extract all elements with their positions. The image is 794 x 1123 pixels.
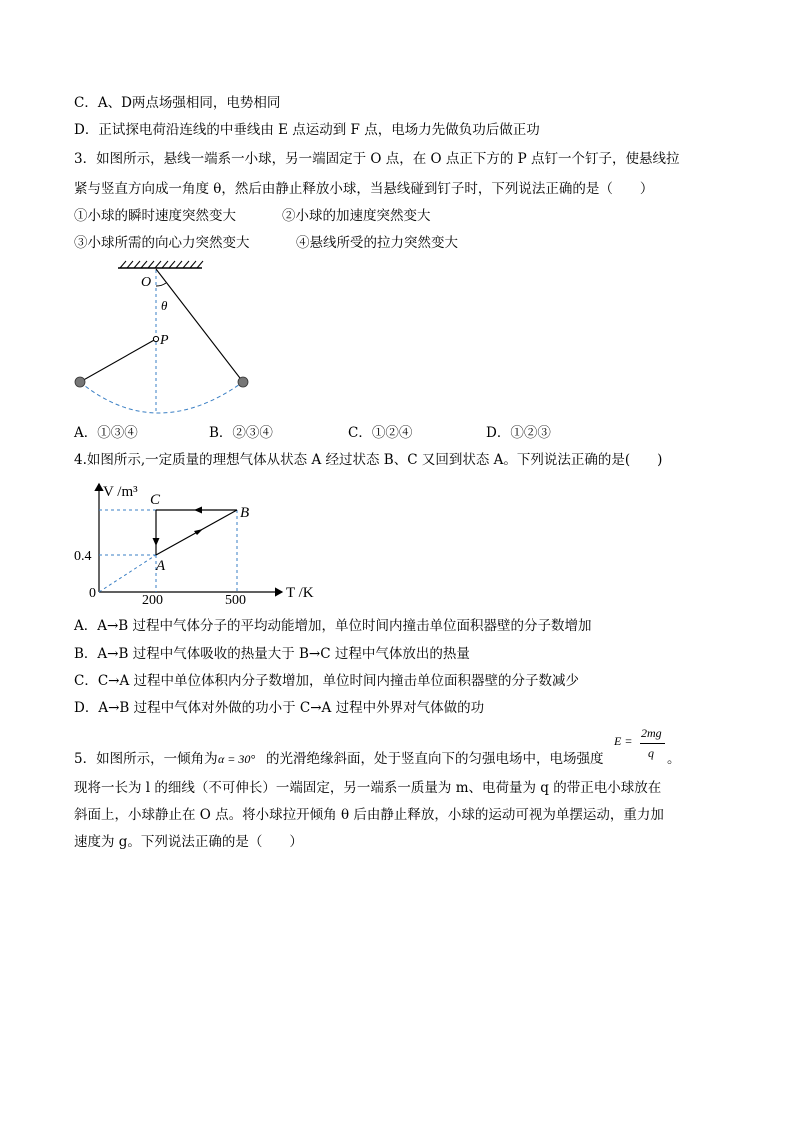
q3-stem-line2: 紧与竖直方向成一角度 θ，然后由静止释放小球，当悬线碰到钉子时，下列说法正确的是（ ） [74,181,654,197]
q5-fraction-bar [640,743,665,744]
q3-statement-1: ①小球的瞬时速度突然变大 [74,208,236,224]
q2-option-d: D．正试探电荷沿连线的中垂线由 E 点运动到 F 点，电场力先做负功后做正功 [74,122,540,138]
q5-alpha: α = 30° [218,752,256,766]
label-o: O [141,275,152,290]
state-b-label: B [240,505,250,521]
q3-option-d: D．①②③ [486,425,551,441]
q3-option-c: C．①②④ [348,425,413,441]
q4-option-a: A．A→B 过程中气体分子的平均动能增加，单位时间内撞击单位面积器壁的分子数增加 [74,618,592,634]
q3-option-b: B．②③④ [209,425,273,441]
q5-e-numerator: 2mg [641,726,662,740]
label-p: P [160,333,169,348]
state-c-label: C [150,492,161,508]
state-a-label: A [156,558,166,574]
label-theta: θ [161,298,168,313]
q3-stem-line1: 3．如图所示，悬线一端系一小球，另一端固定于 O 点，在 O 点正下方的 P 点钉一个钉子，使悬线拉 [74,151,680,167]
y-tick-0-4: 0.4 [74,549,92,564]
q5-line1-c: 。 [667,751,681,767]
x-tick-200: 200 [142,593,163,608]
q3-pendulum-figure [66,258,266,420]
q3-option-a: A．①③④ [74,425,138,441]
q5-line1-a: 5．如图所示，一倾角为 [74,751,218,767]
q5-line3: 斜面上，小球静止在 O 点。将小球拉开倾角 θ 后由静止释放，小球的运动可视为单摆运动，重力加 [74,807,664,823]
q4-option-c: C．C→A 过程中单位体积内分子数增加，单位时间内撞击单位面积器壁的分子数减少 [74,673,580,689]
q4-option-d: D．A→B 过程中气体对外做的功小于 C→A 过程中外界对气体做的功 [74,700,485,716]
q5-line2: 现将一长为 l 的细线（不可伸长）一端固定，另一端系一质量为 m、电荷量为 q 的带正电小球放在 [74,780,662,796]
q4-option-b: B．A→B 过程中气体吸收的热量大于 B→C 过程中气体放出的热量 [74,646,470,662]
q3-statement-3: ③小球所需的向心力突然变大 [74,235,250,251]
x-axis-label: T /K [286,585,314,601]
q3-statement-4: ④悬线所受的拉力突然变大 [296,235,458,251]
y-axis-label: V /m³ [103,484,138,500]
q4-stem: 4.如图所示,一定质量的理想气体从状态 A 经过状态 B、C 又回到状态 A。下列说法正确的是( ) [74,452,663,468]
q5-e-denominator: q [648,746,654,760]
q5-e-label: E = [614,734,633,748]
q3-statement-2: ②小球的加速度突然变大 [282,208,431,224]
q4-vt-graph [70,476,330,608]
q2-option-c: C．A、D两点场强相同，电势相同 [74,95,281,111]
x-tick-500: 500 [225,593,246,608]
q5-line1-b: 的光滑绝缘斜面，处于竖直向下的匀强电场中，电场强度 [266,751,604,767]
origin-label: 0 [89,586,96,601]
q5-line4: 速度为 g。下列说法正确的是（ ） [74,834,303,850]
